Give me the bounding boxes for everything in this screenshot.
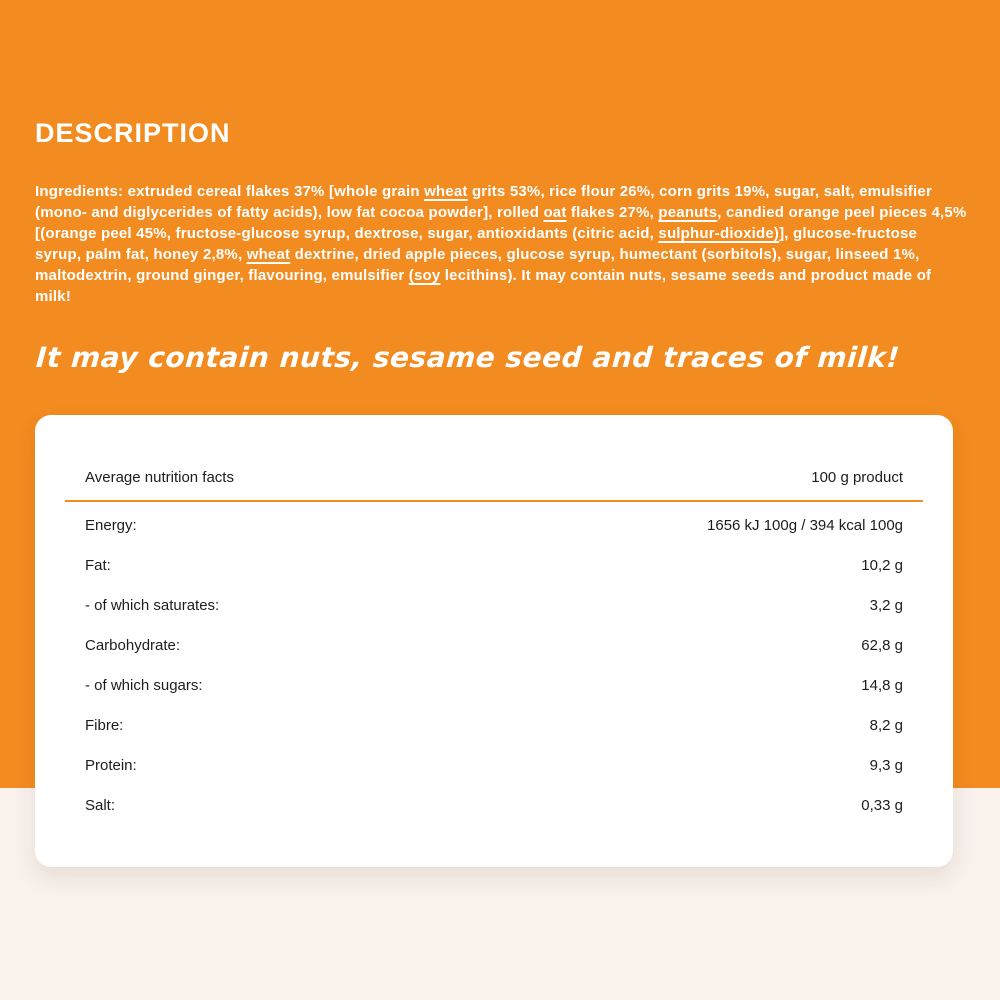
ingredient-text: dextrine, dried apple pieces, glucose syrup, humectant (sorbitols), sugar, linseed 1%, maltodextrin, ground ginger, flavouring, emulsifier xyxy=(35,246,920,284)
ingredient-allergen-term: oat xyxy=(543,204,567,221)
ingredient-allergen-term: (soy xyxy=(408,267,441,284)
ingredient-text: , candied orange peel pieces 4,5% [(orange peel 45%, fructose-glucose syrup, dextrose, sugar, antioxidants (citric acid, xyxy=(35,204,967,242)
nutrition-row-label: Carbohydrate: xyxy=(85,636,181,654)
nutrition-row-value: 14,8 g xyxy=(861,676,903,694)
nutrition-row-label: Protein: xyxy=(85,756,137,774)
ingredient-allergen-term: sulphur-dioxide) xyxy=(658,225,780,242)
nutrition-row xyxy=(65,585,923,625)
nutrition-row-value: 62,8 g xyxy=(861,636,903,654)
nutrition-header-amount: 100 g product xyxy=(811,469,903,486)
ingredient-allergen-term: peanuts xyxy=(658,204,718,221)
nutrition-row-value: 10,2 g xyxy=(861,556,903,574)
ingredient-allergen-term: wheat xyxy=(246,246,291,263)
nutrition-row xyxy=(65,505,923,545)
ingredient-text: ], glucose-fructose syrup, palm fat, honey 2,8%, xyxy=(35,225,918,263)
ingredient-text: Ingredients: extruded cereal flakes 37% [whole grain xyxy=(35,183,425,200)
ingredient-text: grits 53%, rice flour 26%, corn grits 19%, sugar, salt, emulsifier (mono- and diglycerides of fatty acids), low fat cocoa powder], rolled xyxy=(35,183,932,221)
nutrition-row-value: 8,2 g xyxy=(869,716,903,734)
nutrition-card xyxy=(35,415,953,867)
nutrition-row-value: 9,3 g xyxy=(869,756,903,774)
allergen-note: It may contain nuts, sesame seed and traces of milk! xyxy=(35,341,901,374)
nutrition-table-header xyxy=(65,469,923,502)
description-content xyxy=(0,118,1000,374)
ingredient-allergen-term: wheat xyxy=(424,183,468,200)
nutrition-row-label: - of which saturates: xyxy=(85,596,220,614)
ingredient-text: flakes 27%, xyxy=(566,204,659,221)
nutrition-row xyxy=(65,745,923,785)
nutrition-header-label: Average nutrition facts xyxy=(85,469,234,486)
nutrition-row-label: - of which sugars: xyxy=(85,676,203,694)
nutrition-row xyxy=(65,705,923,745)
nutrition-row-label: Salt: xyxy=(85,796,116,814)
nutrition-row-value: 0,33 g xyxy=(861,796,903,814)
nutrition-row xyxy=(65,665,923,705)
nutrition-row xyxy=(65,545,923,585)
ingredients-paragraph xyxy=(35,181,967,307)
nutrition-row-value: 3,2 g xyxy=(869,596,903,614)
nutrition-row-label: Fibre: xyxy=(85,716,124,734)
nutrition-row xyxy=(65,625,923,665)
nutrition-table-body xyxy=(65,505,923,825)
nutrition-row-label: Energy: xyxy=(85,516,137,534)
nutrition-row xyxy=(65,785,923,825)
ingredient-text: lecithins). It may contain nuts, sesame seeds and product made of milk! xyxy=(35,267,932,305)
nutrition-row-value: 1656 kJ 100g / 394 kcal 100g xyxy=(707,516,903,534)
nutrition-table xyxy=(65,469,923,825)
section-title: DESCRIPTION xyxy=(35,118,231,148)
nutrition-row-label: Fat: xyxy=(85,556,111,574)
